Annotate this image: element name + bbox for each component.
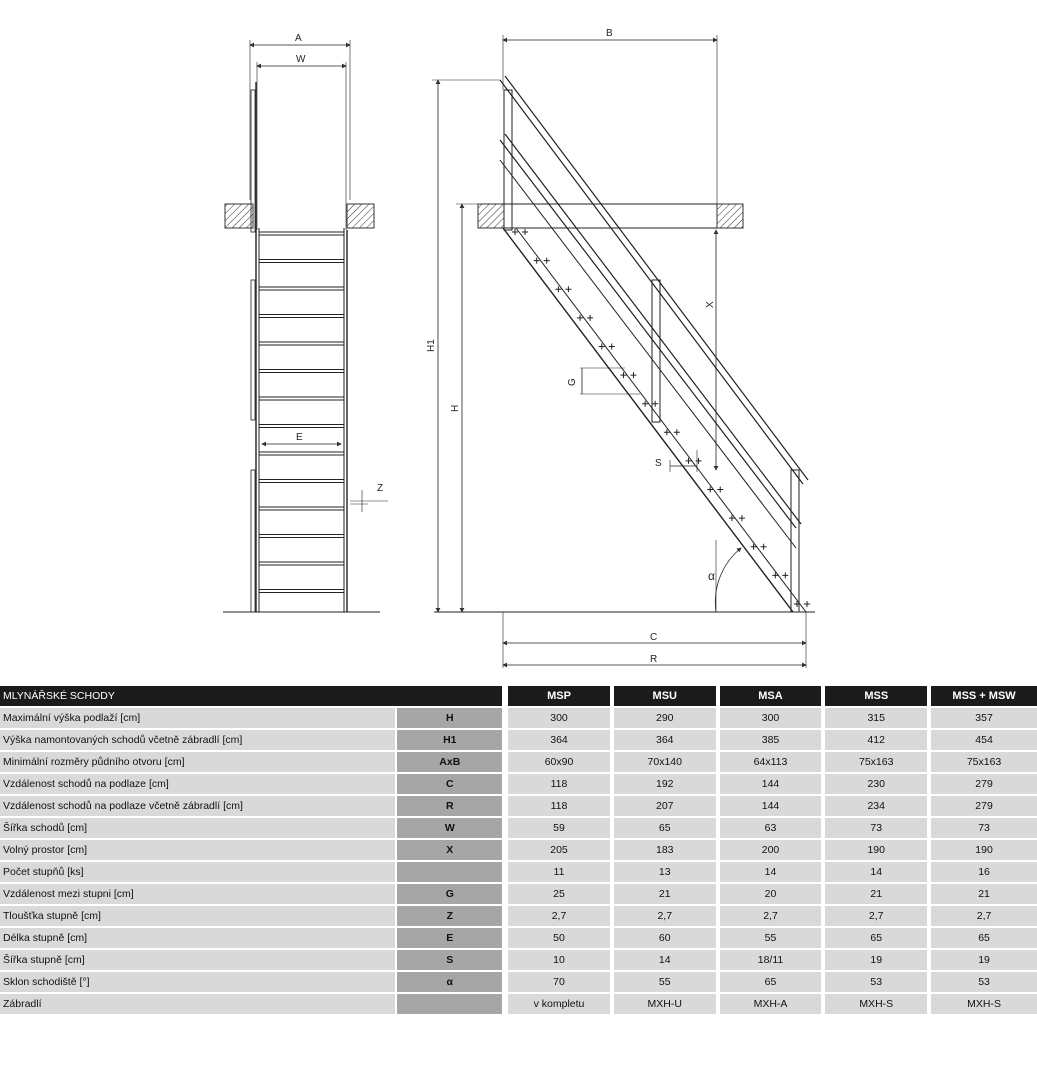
- row-value: 183: [614, 840, 716, 860]
- row-value: 144: [720, 774, 822, 794]
- row-value: 65: [825, 928, 927, 948]
- label-a: A: [295, 33, 302, 44]
- table-row: [0, 972, 1037, 992]
- row-value: 59: [508, 818, 610, 838]
- row-value: 63: [720, 818, 822, 838]
- row-value: 279: [931, 774, 1037, 794]
- front-tread: [259, 315, 344, 318]
- row-value: 19: [825, 950, 927, 970]
- row-symbol: [395, 862, 502, 882]
- row-value: 10: [508, 950, 610, 970]
- row-value: MXH-S: [931, 994, 1037, 1014]
- row-value: 205: [508, 840, 610, 860]
- table-row: [0, 774, 1037, 794]
- row-value: 25: [508, 884, 610, 904]
- label-alpha: α: [708, 569, 715, 583]
- row-value: 65: [720, 972, 822, 992]
- front-tread: [259, 425, 344, 428]
- row-value: 21: [931, 884, 1037, 904]
- row-label: Tloušťka stupně [cm]: [0, 906, 395, 926]
- row-value: 385: [720, 730, 822, 750]
- row-symbol: W: [395, 818, 502, 838]
- label-r: R: [650, 654, 658, 665]
- row-value: 73: [931, 818, 1037, 838]
- table-row: [0, 906, 1037, 926]
- row-value: 357: [931, 708, 1037, 728]
- front-tread: [259, 260, 344, 263]
- row-value: 2,7: [931, 906, 1037, 926]
- ceiling-slab-left: [478, 204, 504, 228]
- row-label: Šířka schodů [cm]: [0, 818, 395, 838]
- front-tread: [259, 397, 344, 400]
- row-value: 11: [508, 862, 610, 882]
- row-value: 13: [614, 862, 716, 882]
- row-symbol: G: [395, 884, 502, 904]
- label-c: C: [650, 632, 658, 643]
- table-row: [0, 752, 1037, 772]
- row-symbol: R: [395, 796, 502, 816]
- label-h1: H1: [426, 339, 437, 352]
- front-tread: [259, 342, 344, 345]
- label-z: Z: [377, 483, 384, 494]
- row-symbol: α: [395, 972, 502, 992]
- model-mss-msw: MSS + MSW: [931, 686, 1037, 706]
- model-msp: MSP: [508, 686, 610, 706]
- floor-slab-right: [347, 204, 374, 228]
- row-value: 21: [614, 884, 716, 904]
- row-label: Délka stupně [cm]: [0, 928, 395, 948]
- row-label: Vzdálenost mezi stupni [cm]: [0, 884, 395, 904]
- table-row: [0, 994, 1037, 1014]
- row-symbol: X: [395, 840, 502, 860]
- row-value: 118: [508, 774, 610, 794]
- row-value: 412: [825, 730, 927, 750]
- row-value: 364: [508, 730, 610, 750]
- row-label: Výška namontovaných schodů včetně zábradlí [cm]: [0, 730, 395, 750]
- row-value: 55: [720, 928, 822, 948]
- row-value: 75x163: [825, 752, 927, 772]
- front-tread: [259, 452, 344, 455]
- row-label: Sklon schodiště [°]: [0, 972, 395, 992]
- front-tread: [259, 370, 344, 373]
- row-value: 75x163: [931, 752, 1037, 772]
- row-value: 190: [931, 840, 1037, 860]
- front-tread: [259, 562, 344, 565]
- front-tread: [259, 535, 344, 538]
- row-value: 21: [825, 884, 927, 904]
- row-value: 18/11: [720, 950, 822, 970]
- row-value: 19: [931, 950, 1037, 970]
- row-value: 14: [614, 950, 716, 970]
- row-value: 300: [720, 708, 822, 728]
- table-row: [0, 884, 1037, 904]
- table-row: [0, 708, 1037, 728]
- model-msu: MSU: [614, 686, 716, 706]
- row-symbol: [395, 994, 502, 1014]
- label-h: H: [450, 404, 461, 412]
- table-row: [0, 950, 1037, 970]
- row-value: 14: [720, 862, 822, 882]
- row-value: MXH-U: [614, 994, 716, 1014]
- row-value: 230: [825, 774, 927, 794]
- row-value: 190: [825, 840, 927, 860]
- row-value: 2,7: [825, 906, 927, 926]
- front-tread: [259, 590, 344, 593]
- row-value: 70x140: [614, 752, 716, 772]
- table-row: [0, 730, 1037, 750]
- label-w: W: [296, 54, 306, 65]
- model-msa: MSA: [720, 686, 822, 706]
- row-value: 53: [825, 972, 927, 992]
- row-symbol: AxB: [395, 752, 502, 772]
- front-tread: [259, 480, 344, 483]
- row-value: 20: [720, 884, 822, 904]
- row-symbol: E: [395, 928, 502, 948]
- spec-header-row: [0, 686, 1037, 706]
- table-row: [0, 818, 1037, 838]
- table-row: [0, 862, 1037, 882]
- row-value: 2,7: [614, 906, 716, 926]
- row-value: 14: [825, 862, 927, 882]
- row-symbol: C: [395, 774, 502, 794]
- row-value: 192: [614, 774, 716, 794]
- label-x: X: [705, 301, 716, 308]
- row-value: MXH-A: [720, 994, 822, 1014]
- row-value: 73: [825, 818, 927, 838]
- row-value: 200: [720, 840, 822, 860]
- row-symbol: H1: [395, 730, 502, 750]
- row-value: 290: [614, 708, 716, 728]
- row-value: 144: [720, 796, 822, 816]
- row-label: Zábradlí: [0, 994, 395, 1014]
- row-value: 2,7: [508, 906, 610, 926]
- front-tread: [259, 232, 344, 235]
- front-tread: [259, 287, 344, 290]
- row-value: 2,7: [720, 906, 822, 926]
- row-label: Volný prostor [cm]: [0, 840, 395, 860]
- table-title: MLYNÁŘSKÉ SCHODY: [0, 686, 502, 706]
- front-treads: [259, 232, 344, 593]
- row-value: 454: [931, 730, 1037, 750]
- row-value: 64x113: [720, 752, 822, 772]
- label-e: E: [296, 432, 303, 443]
- label-g: G: [567, 378, 578, 386]
- side-view-labels: [426, 28, 716, 665]
- label-s: S: [655, 458, 662, 469]
- row-value: MXH-S: [825, 994, 927, 1014]
- row-value: 65: [614, 818, 716, 838]
- row-label: Vzdálenost schodů na podlaze včetně zábradlí [cm]: [0, 796, 395, 816]
- label-b: B: [606, 28, 613, 39]
- row-label: Počet stupňů [ks]: [0, 862, 395, 882]
- table-row: [0, 796, 1037, 816]
- row-value: 207: [614, 796, 716, 816]
- ceiling-slab-right: [717, 204, 743, 228]
- row-value: 55: [614, 972, 716, 992]
- table-row: [0, 840, 1037, 860]
- row-value: 70: [508, 972, 610, 992]
- row-value: 60x90: [508, 752, 610, 772]
- row-value: 364: [614, 730, 716, 750]
- row-label: Vzdálenost schodů na podlaze [cm]: [0, 774, 395, 794]
- row-value: 65: [931, 928, 1037, 948]
- model-mss: MSS: [825, 686, 927, 706]
- row-label: Minimální rozměry půdního otvoru [cm]: [0, 752, 395, 772]
- row-label: Maximální výška podlaží [cm]: [0, 708, 395, 728]
- side-treads: [512, 229, 810, 607]
- row-value: 234: [825, 796, 927, 816]
- row-symbol: H: [395, 708, 502, 728]
- row-symbol: Z: [395, 906, 502, 926]
- front-tread: [259, 507, 344, 510]
- row-value: 53: [931, 972, 1037, 992]
- row-value: 50: [508, 928, 610, 948]
- row-value: 315: [825, 708, 927, 728]
- row-value: 60: [614, 928, 716, 948]
- row-value: 279: [931, 796, 1037, 816]
- row-value: 118: [508, 796, 610, 816]
- row-value: 300: [508, 708, 610, 728]
- row-label: Šířka stupně [cm]: [0, 950, 395, 970]
- row-symbol: S: [395, 950, 502, 970]
- side-view: [432, 35, 815, 668]
- floor-slab-left: [225, 204, 253, 228]
- front-view: [223, 40, 388, 612]
- table-row: [0, 928, 1037, 948]
- row-value: 16: [931, 862, 1037, 882]
- row-value: v kompletu: [508, 994, 610, 1014]
- spec-table: [0, 684, 1037, 1016]
